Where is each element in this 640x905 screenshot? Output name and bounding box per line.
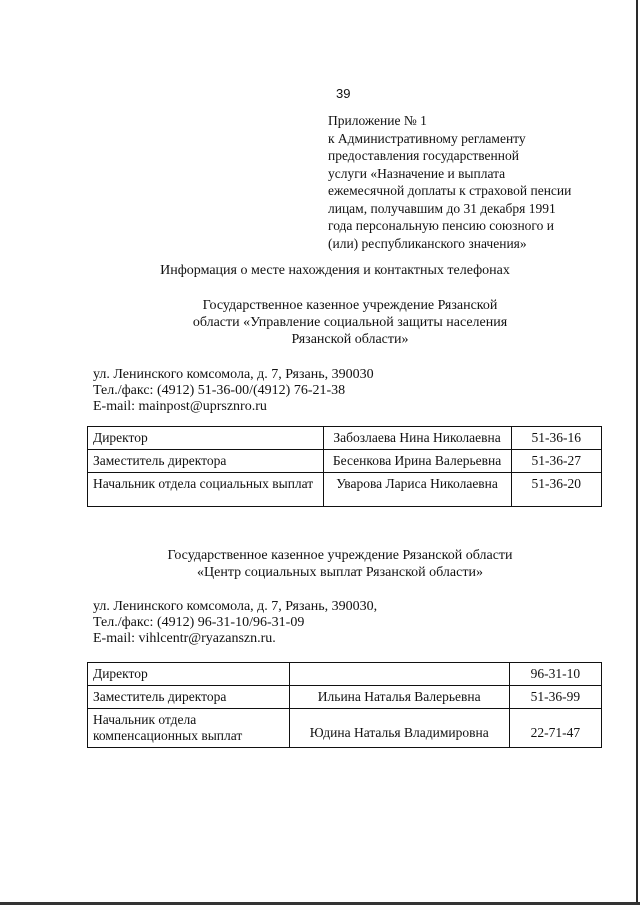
appendix-line: лицам, получавшим до 31 декабря 1991	[328, 200, 556, 216]
phone-cell: 51-36-27	[511, 450, 601, 473]
appendix-line: Приложение № 1	[328, 113, 427, 128]
phone-cell: 51-36-20	[511, 473, 601, 507]
org1-phone: Тел./факс: (4912) 51-36-00/(4912) 76-21-38	[93, 383, 346, 398]
name-cell: Бесенкова Ирина Валерьевна	[323, 450, 511, 473]
phone-cell: 51-36-99	[509, 686, 601, 709]
org2-address: ул. Ленинского комсомола, д. 7, Рязань, 390030,	[93, 599, 378, 614]
position-cell: Директор	[88, 427, 324, 450]
phone-cell: 96-31-10	[509, 663, 601, 686]
org1-title-line: Рязанской области»	[291, 332, 409, 347]
position-cell: Директор	[88, 663, 290, 686]
table-row	[88, 663, 602, 686]
appendix-line: (или) республиканского значения»	[328, 235, 527, 251]
name-cell	[289, 663, 509, 686]
org1-title-line: Государственное казенное учреждение Рязанской	[202, 298, 498, 313]
table-row	[88, 450, 602, 473]
name-cell: Юдина Наталья Владимировна	[289, 709, 509, 748]
org2-email: E-mail: vihlcentr@ryazanszn.ru.	[93, 631, 276, 646]
table-row	[88, 709, 602, 748]
phone-cell: 22-71-47	[509, 709, 601, 748]
appendix-line: к Административному регламенту	[328, 130, 526, 146]
position-cell: Начальник отдела социальных выплат	[88, 473, 324, 507]
org1-address: ул. Ленинского комсомола, д. 7, Рязань, 390030	[93, 367, 374, 382]
name-cell: Забозлаева Нина Николаевна	[323, 427, 511, 450]
appendix-line: предоставления государственной	[328, 148, 519, 163]
phone-cell: 51-36-16	[511, 427, 601, 450]
org1-contacts	[93, 367, 374, 415]
info-heading: Информация о месте нахождения и контактных телефонах	[160, 263, 510, 278]
position-cell: Заместитель директора	[88, 686, 290, 709]
appendix-line: года персональную пенсию союзного и	[328, 218, 554, 233]
appendix-header	[328, 112, 598, 252]
appendix-line: ежемесячной доплаты к страховой пенсии	[328, 183, 572, 198]
org1-title	[170, 297, 530, 348]
appendix-line: услуги «Назначение и выплата	[328, 165, 506, 181]
scan-edge-right	[636, 0, 638, 905]
org2-title-line: Государственное казенное учреждение Рязанской области	[167, 548, 513, 563]
org1-email: E-mail: mainpost@uprsznro.ru	[93, 399, 267, 414]
org1-title-line: области «Управление социальной защиты населения	[192, 315, 508, 330]
org2-title	[130, 547, 550, 581]
position-cell: Заместитель директора	[88, 450, 324, 473]
name-cell: Ильина Наталья Валерьевна	[289, 686, 509, 709]
position-cell: Начальник отдела компенсационных выплат	[88, 709, 290, 748]
table-row	[88, 686, 602, 709]
org2-staff-table	[87, 662, 602, 748]
table-row	[88, 427, 602, 450]
org1-staff-table	[87, 426, 602, 507]
table-row	[88, 473, 602, 507]
name-cell: Уварова Лариса Николаевна	[323, 473, 511, 507]
org2-title-line: «Центр социальных выплат Рязанской области»	[197, 565, 483, 580]
org2-phone: Тел./факс: (4912) 96-31-10/96-31-09	[93, 615, 305, 630]
page-number: 39	[336, 86, 351, 101]
org2-contacts	[93, 599, 377, 647]
